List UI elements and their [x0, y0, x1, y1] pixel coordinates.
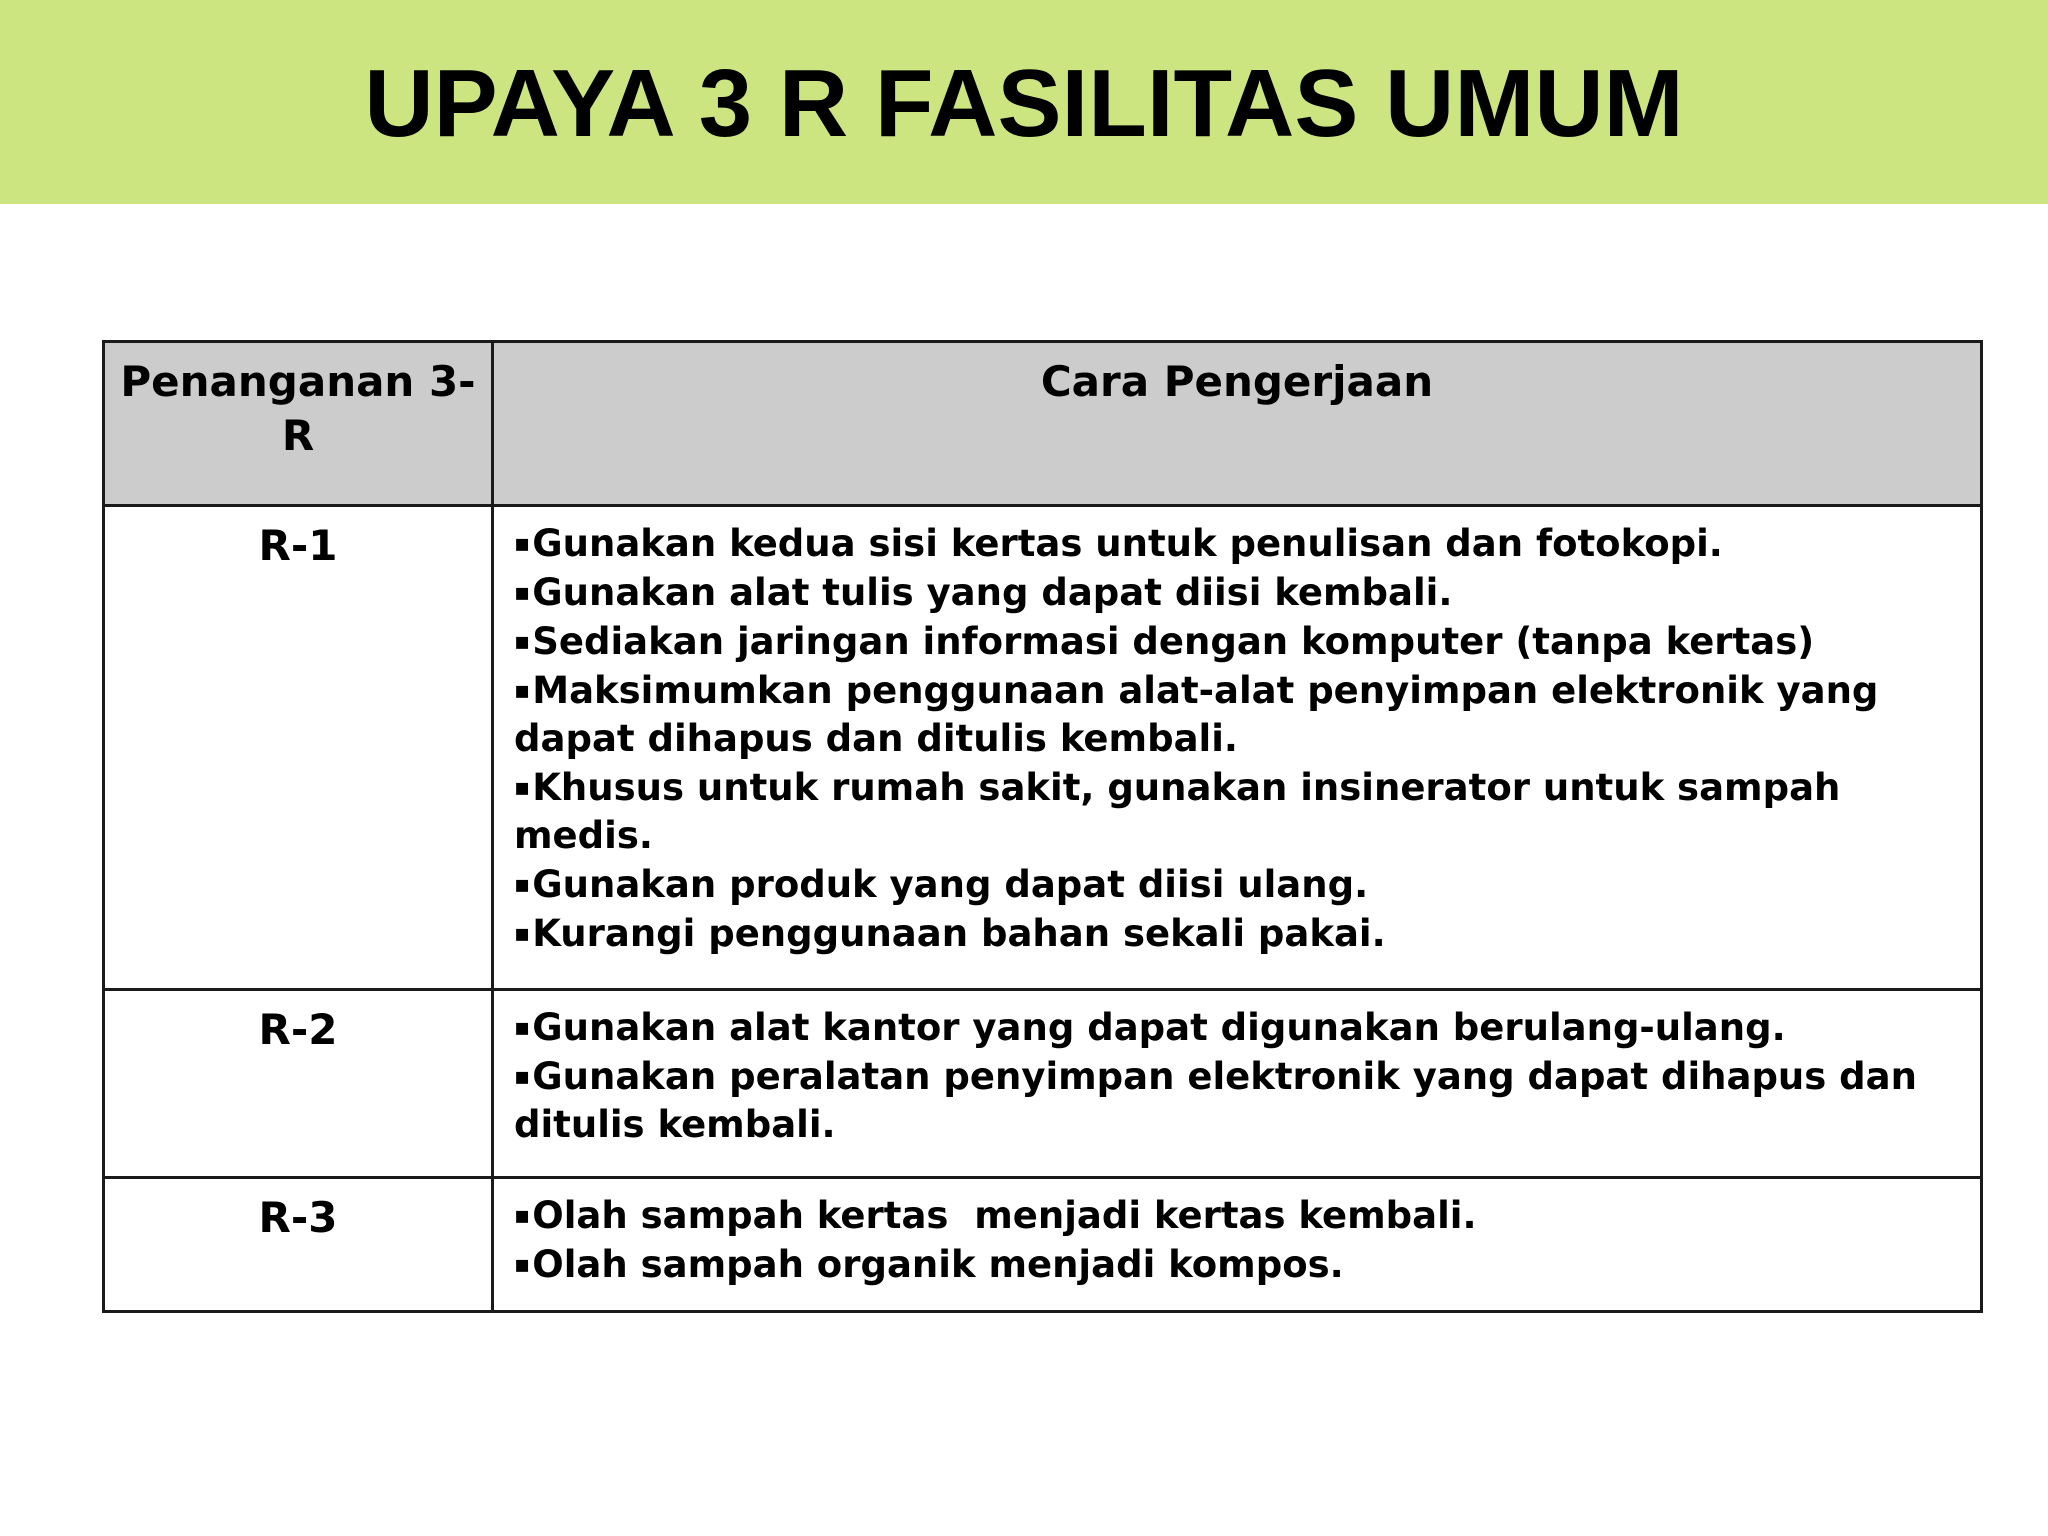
table-header-row [104, 342, 1982, 506]
list-item [514, 568, 1960, 617]
list-item [514, 1003, 1960, 1052]
list-item-text: Olah sampah kertas menjadi kertas kembali. [532, 1194, 1477, 1237]
table-row-r1 [104, 506, 1982, 990]
list-item-text: Kurangi penggunaan bahan sekali pakai. [532, 912, 1386, 955]
bullet-list [514, 1003, 1960, 1149]
bullet-icon: ▪ [514, 1201, 531, 1229]
table-row-r3 [104, 1178, 1982, 1312]
row-description [493, 990, 1982, 1178]
list-item [514, 860, 1960, 909]
list-item [514, 1191, 1960, 1240]
bullet-icon: ▪ [514, 676, 531, 704]
bullet-list [514, 519, 1960, 958]
list-item [514, 909, 1960, 958]
list-item [514, 763, 1960, 860]
list-item-text: Sediakan jaringan informasi dengan komputer (tanpa kertas) [532, 620, 1815, 663]
handling-table [102, 340, 1983, 1313]
page-title: UPAYA 3 R FASILITAS UMUM [364, 50, 1684, 157]
list-item-text: Gunakan alat kantor yang dapat digunakan berulang-ulang. [532, 1006, 1786, 1049]
row-code: R-1 [104, 506, 493, 990]
list-item-text: Gunakan kedua sisi kertas untuk penulisan dan fotokopi. [532, 522, 1723, 565]
row-description [493, 1178, 1982, 1312]
row-code: R-2 [104, 990, 493, 1178]
bullet-icon: ▪ [514, 1250, 531, 1278]
bullet-icon: ▪ [514, 773, 531, 801]
bullet-list [514, 1191, 1960, 1289]
list-item [514, 617, 1960, 666]
list-item-text: Maksimumkan penggunaan alat-alat penyimpan elektronik yang dapat dihapus dan ditulis kembali. [514, 669, 1879, 760]
row-description [493, 506, 1982, 990]
bullet-icon: ▪ [514, 919, 531, 947]
row-code: R-3 [104, 1178, 493, 1312]
bullet-icon: ▪ [514, 578, 531, 606]
header-penanganan: Penanganan 3-R [104, 342, 493, 506]
list-item [514, 1240, 1960, 1289]
list-item-text: Gunakan produk yang dapat diisi ulang. [532, 863, 1369, 906]
list-item-text: Gunakan peralatan penyimpan elektronik yang dapat dihapus dan ditulis kembali. [514, 1055, 1917, 1146]
header-cara-pengerjaan: Cara Pengerjaan [493, 342, 1982, 506]
table-row-r2 [104, 990, 1982, 1178]
list-item-text: Gunakan alat tulis yang dapat diisi kembali. [532, 571, 1453, 614]
bullet-icon: ▪ [514, 627, 531, 655]
list-item-text: Olah sampah organik menjadi kompos. [532, 1243, 1344, 1286]
list-item [514, 666, 1960, 763]
list-item [514, 1052, 1960, 1149]
list-item-text: Khusus untuk rumah sakit, gunakan insinerator untuk sampah medis. [514, 766, 1841, 857]
bullet-icon: ▪ [514, 529, 531, 557]
list-item [514, 519, 1960, 568]
bullet-icon: ▪ [514, 870, 531, 898]
bullet-icon: ▪ [514, 1013, 531, 1041]
bullet-icon: ▪ [514, 1062, 531, 1090]
